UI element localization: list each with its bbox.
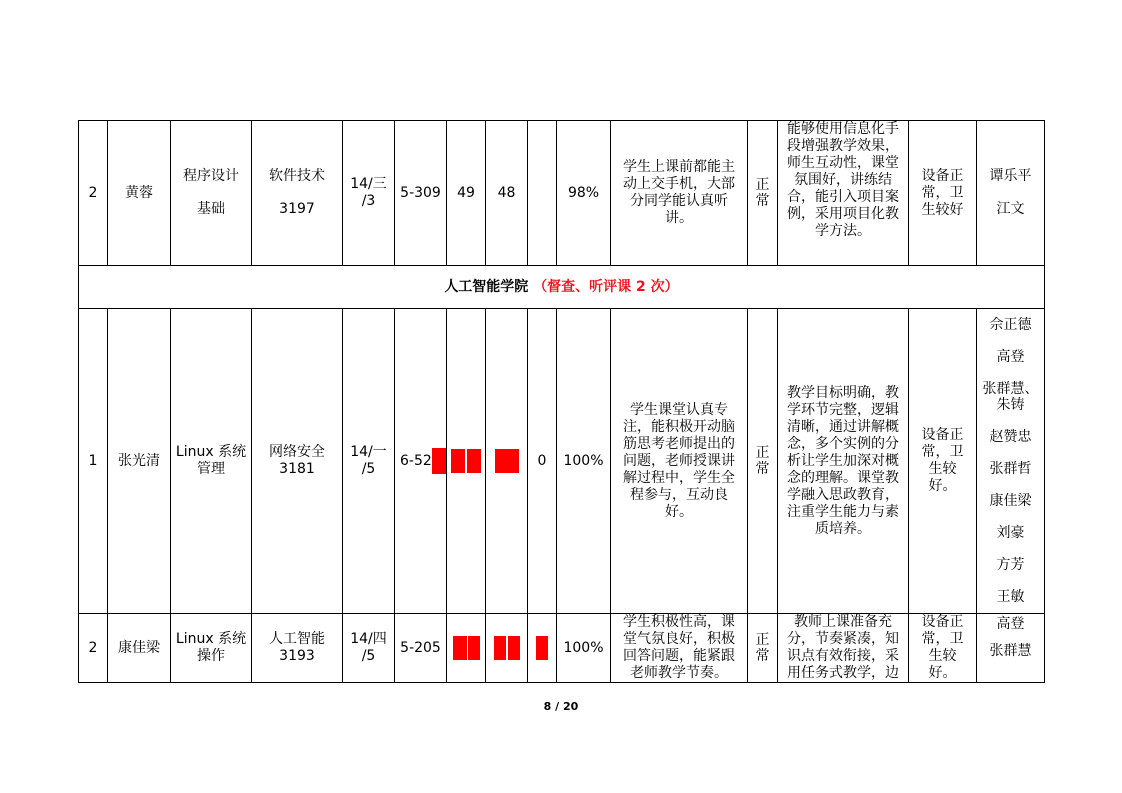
section-row — [79, 266, 1045, 309]
class-name: 网络安全 3181 — [252, 309, 343, 614]
section-header — [79, 266, 1045, 309]
redaction-mark — [495, 449, 519, 473]
teaching-note: 教师上课准备充分，节奏紧凑，知识点有效衔接，采用任务式教学，边 — [778, 614, 909, 683]
inspector-names: 谭乐平 江文 — [977, 121, 1045, 266]
enrolled-count — [447, 614, 486, 683]
student-note: 学生积极性高，课堂气氛良好，积极回答问题，能紧跟老师教学节奏。 — [611, 614, 748, 683]
inspector-names: 佘正德 高登 张群慧、 朱铸 赵赞忠 张群哲 康佳梁 刘豪 方芳 王敏 — [977, 309, 1045, 614]
course-name: Linux 系统 管理 — [171, 309, 252, 614]
redaction-mark — [467, 449, 481, 473]
date-period: 14/四 /5 — [343, 614, 395, 683]
teaching-note: 能够使用信息化手段增强教学效果，师生互动性，课堂氛围好，讲练结合，能引入项目案例，采用项目化教学方法。 — [778, 121, 909, 266]
page-number: 8 / 20 — [543, 700, 579, 713]
enrolled-count: 49 — [447, 121, 486, 266]
class-name: 软件技术 3197 — [252, 121, 343, 266]
table-row — [79, 121, 1045, 266]
student-note: 学生上课前都能主动上交手机，大部分同学能认真听讲。 — [611, 121, 748, 266]
section-note: （督查、听评课 2 次） — [533, 278, 679, 295]
date-period: 14/三 /3 — [343, 121, 395, 266]
classroom: 5-205 — [395, 614, 447, 683]
redaction-mark — [494, 636, 506, 660]
row-index: 2 — [79, 121, 108, 266]
redaction-mark — [453, 636, 467, 660]
table-row — [79, 614, 1045, 683]
row-index: 1 — [79, 309, 108, 614]
equipment-note: 设备正常，卫生较好。 — [909, 614, 977, 683]
order-status: 正 常 — [748, 614, 778, 683]
order-status: 正 常 — [748, 121, 778, 266]
absent-count — [528, 121, 557, 266]
attendance-rate: 100% — [557, 614, 611, 683]
class-name: 人工智能 3193 — [252, 614, 343, 683]
equipment-note: 设备正常，卫生较好 — [909, 121, 977, 266]
equipment-note: 设备正常，卫生较好。 — [909, 309, 977, 614]
enrolled-count — [447, 309, 486, 614]
course-name: 程序设计 基础 — [171, 121, 252, 266]
absent-count — [528, 614, 557, 683]
redaction-mark — [508, 636, 520, 660]
present-count: 48 — [486, 121, 528, 266]
row-index: 2 — [79, 614, 108, 683]
table-row — [79, 309, 1045, 614]
redaction-mark — [432, 448, 446, 474]
teacher-name: 康佳梁 — [108, 614, 171, 683]
classroom: 6-52 — [395, 309, 447, 614]
attendance-rate: 100% — [557, 309, 611, 614]
section-title: 人工智能学院 — [444, 278, 529, 295]
present-count — [486, 309, 528, 614]
teacher-name: 张光清 — [108, 309, 171, 614]
date-period: 14/一 /5 — [343, 309, 395, 614]
present-count — [486, 614, 528, 683]
inspector-names: 高登 张群慧 — [977, 614, 1045, 683]
order-status: 正 常 — [748, 309, 778, 614]
redaction-mark — [536, 636, 548, 660]
redaction-mark — [468, 636, 480, 660]
absent-count: 0 — [528, 309, 557, 614]
teacher-name: 黄蓉 — [108, 121, 171, 266]
course-name: Linux 系统 操作 — [171, 614, 252, 683]
teaching-note: 教学目标明确，教学环节完整，逻辑清晰，通过讲解概念，多个实例的分析让学生加深对概念的理解。课堂教学融入思政教育，注重学生能力与素质培养。 — [778, 309, 909, 614]
redaction-mark — [451, 449, 465, 473]
classroom: 5-309 — [395, 121, 447, 266]
inspection-table — [78, 120, 1045, 683]
student-note: 学生课堂认真专注，能积极开动脑筋思考老师提出的问题，老师授课讲解过程中，学生全程参与，互动良好。 — [611, 309, 748, 614]
attendance-rate: 98% — [557, 121, 611, 266]
